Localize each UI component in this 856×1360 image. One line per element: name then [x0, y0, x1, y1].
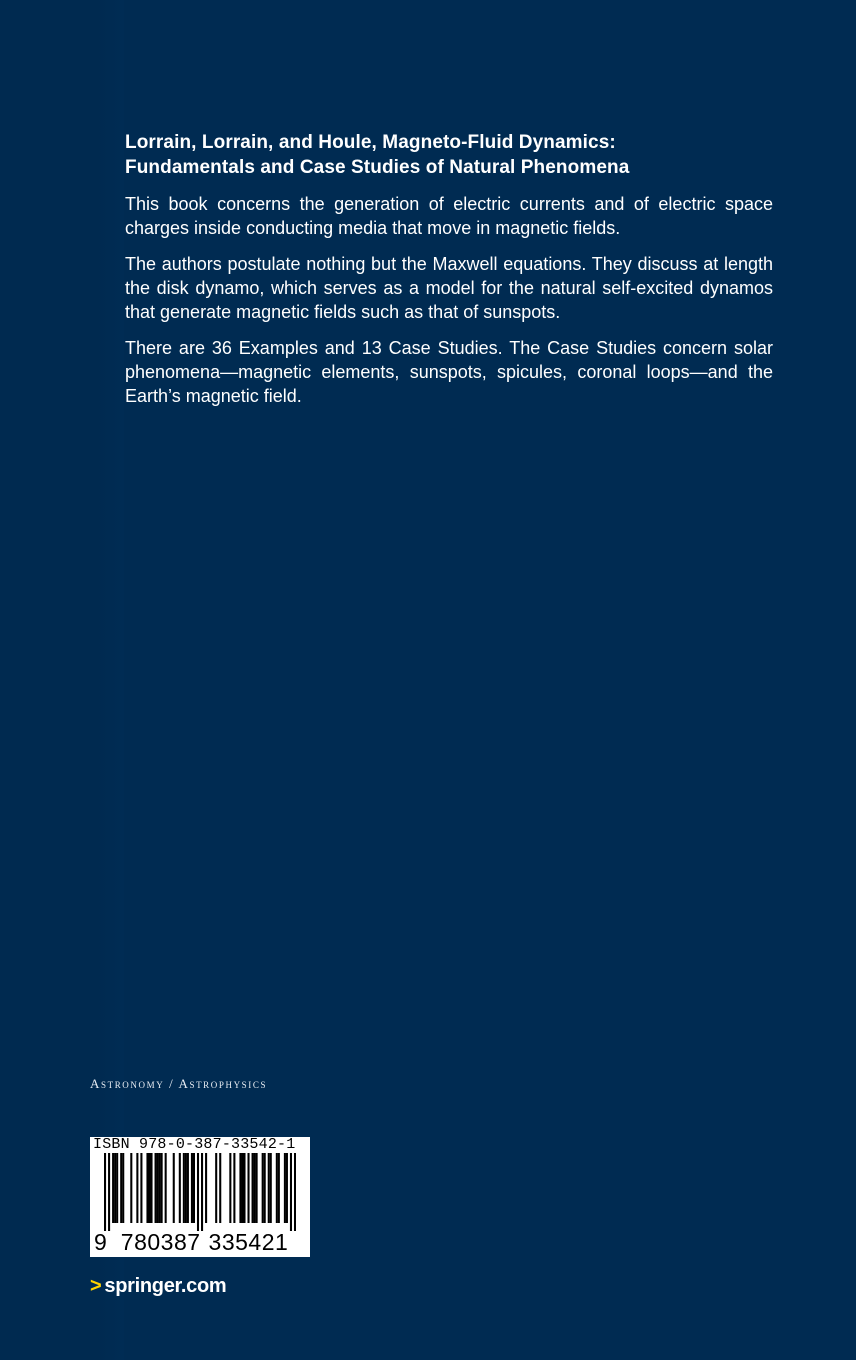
- barcode-bar: [268, 1153, 270, 1223]
- barcode-bar: [114, 1153, 116, 1223]
- barcode-bar: [215, 1153, 217, 1223]
- barcode-bar: [270, 1153, 272, 1223]
- barcode-bar: [286, 1153, 288, 1223]
- barcode-bar: [148, 1153, 150, 1223]
- barcode-bar: [130, 1153, 132, 1223]
- ean-digits: [94, 1229, 288, 1255]
- barcode-bar: [201, 1153, 203, 1231]
- isbn-number: ISBN 978-0-387-33542-1: [93, 1136, 296, 1153]
- book-title: [125, 130, 773, 180]
- barcode-bar: [247, 1153, 249, 1223]
- barcode-bar: [165, 1153, 167, 1223]
- barcode-bar: [136, 1153, 138, 1223]
- barcode-bar: [239, 1153, 241, 1223]
- ean-left-group: 780387: [120, 1229, 201, 1255]
- barcode-bar: [104, 1153, 106, 1231]
- book-title-line-1: Lorrain, Lorrain, and Houle, Magneto-Fluid Dynamics:: [125, 132, 616, 153]
- barcode-bar: [146, 1153, 148, 1223]
- barcode-bar: [191, 1153, 193, 1223]
- barcode-bar: [290, 1153, 292, 1231]
- barcode-bar: [284, 1153, 286, 1223]
- barcode-bar: [193, 1153, 195, 1223]
- barcode-bar: [254, 1153, 256, 1223]
- description-paragraph-3: There are 36 Examples and 13 Case Studies. The Case Studies concern solar phenomena—magnetic elements, sunspots, spicules, coronal loops—and the Earth’s magnetic field.: [125, 338, 773, 406]
- barcode-bar: [155, 1153, 157, 1223]
- barcode-bar: [112, 1153, 114, 1223]
- barcode-bar: [159, 1153, 161, 1223]
- publisher-site: springer.com: [104, 1275, 227, 1297]
- barcode-bar: [262, 1153, 264, 1223]
- publisher-link[interactable]: [90, 1275, 226, 1298]
- barcode-bar: [276, 1153, 278, 1223]
- barcode-bar: [229, 1153, 231, 1223]
- barcode-bar: [256, 1153, 258, 1223]
- barcode-bar: [241, 1153, 243, 1223]
- ean-right-group: 335421: [208, 1229, 289, 1255]
- ean-first-digit: 9: [94, 1229, 107, 1255]
- barcode-bar: [122, 1153, 124, 1223]
- barcode-bar: [294, 1153, 296, 1231]
- barcode-bar: [108, 1153, 110, 1231]
- barcode-bar: [205, 1153, 207, 1223]
- barcode-bar: [140, 1153, 142, 1223]
- barcode-bar: [183, 1153, 185, 1223]
- barcode-bar: [185, 1153, 187, 1223]
- back-cover-text: [125, 130, 773, 420]
- barcode-bar: [116, 1153, 118, 1223]
- description-paragraph-2: The authors postulate nothing but the Maxwell equations. They discuss at length the disk dynamo, which serves as a model for the natural self-excited dynamos that generate magnetic fields such as that of sunspots.: [125, 254, 773, 322]
- barcode-bar: [233, 1153, 235, 1223]
- isbn-barcode: [90, 1137, 310, 1257]
- barcode-bar: [157, 1153, 159, 1223]
- barcode-bar: [252, 1153, 254, 1223]
- subject-category: Astronomy / Astrophysics: [90, 1076, 268, 1091]
- barcode-bar: [150, 1153, 152, 1223]
- barcode-bar: [173, 1153, 175, 1223]
- barcode-bar: [264, 1153, 266, 1223]
- barcode-bar: [243, 1153, 245, 1223]
- barcode-bar: [278, 1153, 280, 1223]
- book-title-line-2: Fundamentals and Case Studies of Natural Phenomena: [125, 157, 630, 178]
- barcode-bar: [197, 1153, 199, 1231]
- barcode-icon: [104, 1153, 296, 1231]
- barcode-bar: [179, 1153, 181, 1223]
- barcode-bar: [120, 1153, 122, 1223]
- description-paragraph-1: This book concerns the generation of electric currents and of electric space charges inside conducting media that move in magnetic fields.: [125, 194, 773, 238]
- arrow-icon: >: [90, 1275, 102, 1297]
- barcode-bar: [219, 1153, 221, 1223]
- barcode-bar: [187, 1153, 189, 1223]
- barcode-bar: [161, 1153, 163, 1223]
